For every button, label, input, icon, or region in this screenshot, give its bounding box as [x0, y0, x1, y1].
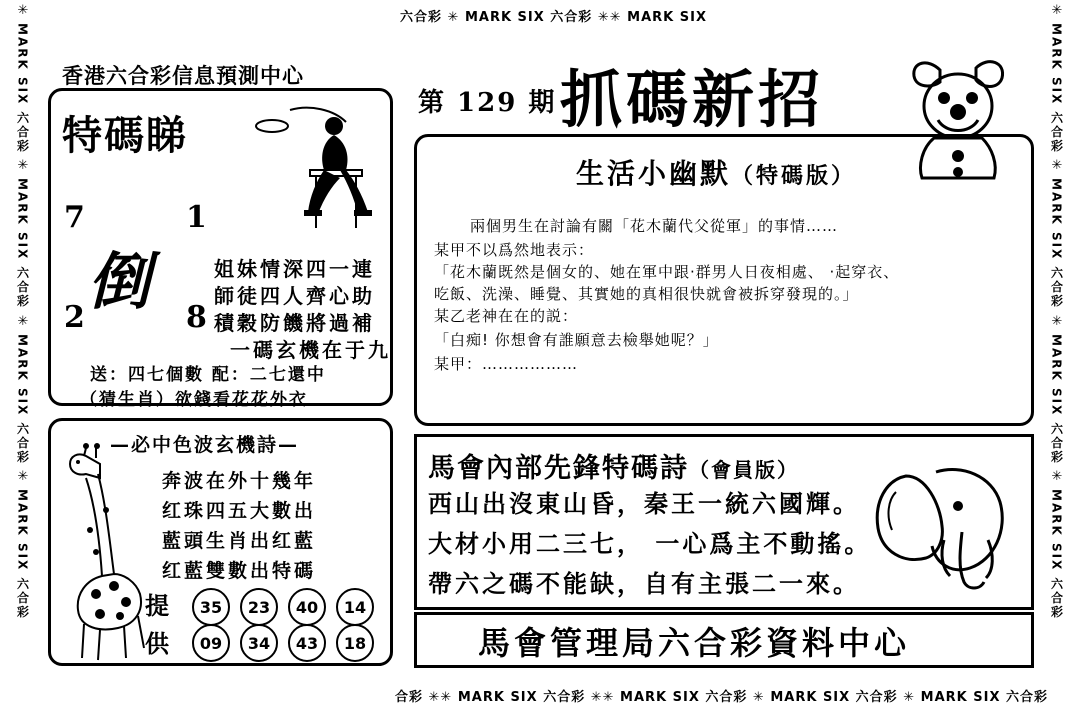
- big-calligraphy-char: 倒: [88, 245, 151, 318]
- joke-title: [576, 152, 856, 192]
- special-poem-line: 一碼玄機在于九: [230, 338, 391, 362]
- send-numbers-line: 送：四七個數 配：二七還中: [90, 365, 326, 385]
- special-poem-line: 師徒四人齊心助: [214, 284, 375, 308]
- special-poem-line: 積穀防饑將過補: [214, 311, 375, 335]
- number-ball-row-2: [192, 624, 374, 662]
- left-border-strip: [0, 0, 46, 718]
- joke-title-version: （特碼版）: [731, 163, 857, 189]
- side-marquee-text: MARK SIX 六合彩: [1049, 489, 1064, 620]
- horse-poem-line: 西山出沒東山昏，秦王一統六國輝。: [428, 489, 860, 518]
- color-wave-line: 奔波在外十幾年: [162, 470, 317, 492]
- horse-title-version: （會員版）: [689, 458, 799, 482]
- side-marquee-text: MARK SIX 六合彩: [15, 489, 30, 620]
- color-wave-line: 藍頭生肖出红藍: [162, 530, 317, 552]
- special-poem-line: 姐妹情深四一連: [214, 257, 375, 281]
- flower-icon: ✳: [1051, 313, 1063, 329]
- joke-line: 吃飯、洗澡、睡覺、其實她的真相很快就會被拆穿發現的。」: [434, 285, 859, 303]
- number-ball: 09: [192, 624, 230, 662]
- bottom-border-text: 合彩 ✳✳ MARK SIX 六合彩 ✳✳ MARK SIX 六合彩 ✳ MARK SIX 六合彩 ✳ MARK SIX 六合彩: [395, 690, 1048, 705]
- flower-icon: ✳: [17, 469, 29, 485]
- joke-line: 「白痴! 你想會有誰願意去檢舉她呢？」: [434, 331, 719, 349]
- site-header-title: 香港六合彩信息預測中心: [62, 64, 304, 88]
- flower-icon: ✳: [1051, 3, 1063, 18]
- flower-icon: ✳: [1051, 469, 1063, 485]
- flower-icon: ✳: [17, 158, 29, 174]
- page-title: 抓碼新招: [560, 63, 825, 136]
- flower-icon: ✳: [17, 313, 29, 329]
- horse-poem-line: 大材小用二三七， 一心爲主不動搖。: [428, 529, 872, 558]
- side-marquee-text: MARK SIX 六合彩: [1049, 178, 1064, 309]
- side-marquee-text: MARK SIX 六合彩: [1049, 333, 1064, 465]
- label-provide-bottom: 供: [145, 630, 169, 658]
- side-marquee-text: MARK SIX 六合彩: [15, 333, 30, 465]
- joke-line: 兩個男生在討論有關「花木蘭代父從軍」的事情……: [470, 217, 839, 235]
- right-border-strip: [1034, 0, 1080, 718]
- color-wave-line: 红藍雙數出特碼: [162, 560, 317, 582]
- guess-zodiac-line: （猜生肖）欲錢看花花外衣: [80, 390, 308, 410]
- number-ball: 43: [288, 624, 326, 662]
- joke-line: 某甲：………………: [434, 355, 579, 373]
- lady-illustration: [250, 100, 390, 240]
- flower-icon: ✳: [17, 3, 29, 18]
- joke-title-main: 生活小幽默: [576, 157, 732, 190]
- joke-line: 某甲不以爲然地表示：: [434, 241, 595, 259]
- horse-poem-line: 帶六之碼不能缺，自有主張二一來。: [428, 569, 860, 598]
- special-box-title: 特碼睇: [62, 112, 188, 159]
- color-wave-title: —必中色波玄機詩—: [110, 434, 300, 456]
- joke-line: 「花木蘭既然是個女的、她在軍中跟‧群男人日夜相處、 ‧起穿衣、: [434, 263, 900, 281]
- joke-line: 某乙老神在在的説：: [434, 307, 579, 325]
- number-ball: 35: [192, 588, 230, 626]
- number-ball-row-1: [192, 588, 374, 626]
- flower-icon: ✳: [1051, 158, 1063, 174]
- number-ball: 14: [336, 588, 374, 626]
- corner-number-bottom-right: 8: [186, 300, 207, 335]
- footer-text: 馬會管理局六合彩資料中心: [478, 624, 911, 662]
- label-provide-top: 提: [145, 592, 169, 620]
- number-ball: 18: [336, 624, 374, 662]
- side-marquee-text: MARK SIX 六合彩: [1049, 23, 1064, 154]
- horse-title-main: 馬會內部先鋒特碼詩: [428, 453, 689, 484]
- issue-number: 第 129 期: [418, 88, 557, 118]
- number-ball: 40: [288, 588, 326, 626]
- side-marquee-text: MARK SIX 六合彩: [15, 23, 30, 154]
- number-ball: 23: [240, 588, 278, 626]
- horse-poem-title: [428, 446, 799, 485]
- top-border-text: 六合彩 ✳ MARK SIX 六合彩 ✳✳ MARK SIX: [400, 10, 707, 25]
- corner-number-top-left: 7: [64, 200, 85, 235]
- elephant-illustration: [866, 436, 1026, 596]
- corner-number-top-right: 1: [186, 200, 207, 235]
- number-ball: 34: [240, 624, 278, 662]
- color-wave-line: 红珠四五大數出: [162, 500, 317, 522]
- corner-number-bottom-left: 2: [64, 300, 85, 335]
- side-marquee-text: MARK SIX 六合彩: [15, 178, 30, 309]
